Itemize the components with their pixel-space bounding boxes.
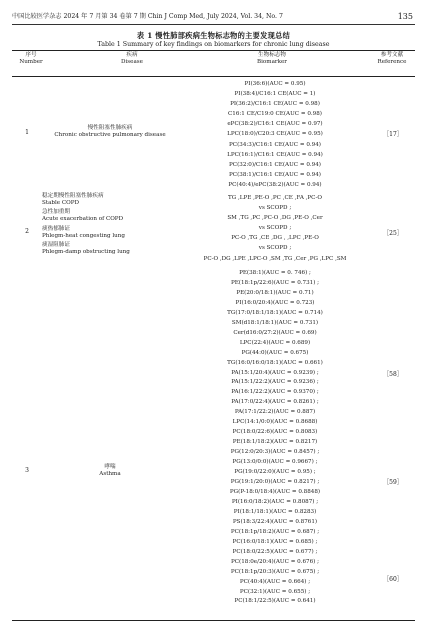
row-1-disease-en: Chronic obstructive pulmonary disease bbox=[54, 131, 166, 138]
journal-citation: 中国比较医学杂志 2024 年 7 月第 34 卷第 7 期 Chin J Comp Med, July 2024, Vol. 34, No. 7 bbox=[12, 13, 283, 20]
table-title-english: Table 1 Summary of key findings on biomarkers for chronic lung disease bbox=[97, 41, 330, 48]
table-bottom-rule bbox=[12, 620, 415, 621]
biomarker-line: PG(19:1/20:0)(AUC = 0.8217) ; bbox=[230, 479, 320, 486]
biomarker-line: PI(36:2)/C16:1 CE(AUC = 0.98) bbox=[230, 101, 320, 108]
biomarker-line: PI(36:6)(AUC = 0.95) bbox=[244, 81, 306, 87]
table-top-rule bbox=[12, 50, 415, 51]
biomarker-line: PC(18:0e/20:4)(AUC = 0.676) ; bbox=[230, 558, 320, 565]
biomarker-line: PC(38:1)/C16:1 CE(AUC = 0.94) bbox=[229, 171, 321, 178]
biomarker-line: PA(17:0/22:4)(AUC = 0.8261) ; bbox=[231, 399, 319, 406]
col-number-en: Number bbox=[19, 59, 43, 66]
col-header-disease bbox=[82, 52, 182, 66]
biomarker-line: PI(16:0/20:4)(AUC = 0.723) bbox=[235, 299, 315, 306]
biomarker-line: vs SCOPD ; bbox=[258, 225, 292, 232]
disease-en: Phlegm-heat congesting lung bbox=[42, 232, 125, 239]
biomarker-line: ePC(38:2)/C16:1 CE(AUC = 0.97) bbox=[227, 121, 323, 128]
disease-cn: 痰热郁肺证 bbox=[42, 225, 70, 232]
row-1-reference: ［17］ bbox=[383, 131, 403, 138]
disease-cn: 痰湿阻肺证 bbox=[42, 242, 70, 249]
row-3-disease bbox=[50, 464, 170, 477]
biomarker-line: TG ,LPE ,PE-O ,PC ,CE ,FA ,PC-O bbox=[228, 195, 322, 201]
biomarker-line: vs SCOPD ; bbox=[258, 205, 292, 212]
row-2-diseases bbox=[42, 193, 152, 259]
disease-en: Acute exacerbation of COPD bbox=[42, 216, 124, 223]
biomarker-line: PC(40:4)/ePC(38:2)(AUC = 0.94) bbox=[228, 181, 322, 188]
table-header bbox=[12, 52, 415, 76]
biomarker-line: PC(34:3)/C16:1 CE(AUC = 0.94) bbox=[229, 141, 321, 148]
col-biomarker-en: Biomarker bbox=[257, 59, 287, 66]
table-title-chinese: 表 1 慢性肺部疾病生物标志物的主要发现总结 bbox=[136, 31, 291, 40]
disease-cn: 急性加重期 bbox=[42, 209, 70, 216]
biomarker-line: PC(18:1p/18:2)(AUC = 0.687) ; bbox=[230, 528, 320, 535]
biomarker-line: PC(18:1/22:5)(AUC = 0.641) bbox=[234, 598, 316, 605]
biomarker-line: PC(32:0)/C16:1 CE(AUC = 0.94) bbox=[229, 161, 321, 168]
biomarker-line: PC(32:1)(AUC = 0.655) ; bbox=[239, 588, 311, 595]
col-header-reference bbox=[367, 52, 417, 66]
row-3-disease-en: Asthma bbox=[99, 470, 121, 477]
row-1-number: 1 bbox=[25, 129, 29, 136]
col-header-number bbox=[16, 52, 46, 66]
biomarker-line: PG(P-18:0/18:4)(AUC = 0.8848) bbox=[229, 488, 321, 495]
row-3-disease-cn: 哮喘 bbox=[104, 464, 116, 470]
biomarker-line: PE(20:0/18:1)(AUC = 0.71) bbox=[236, 289, 314, 296]
col-reference-en: Reference bbox=[377, 59, 407, 66]
row-3-reference-a: ［58］ bbox=[383, 371, 403, 378]
row-1-disease-cn: 慢性阻塞性肺疾病 bbox=[87, 125, 133, 131]
biomarker-line: LPC(14:1/0:0)(AUC = 0.8688) bbox=[232, 419, 318, 426]
row-1-disease bbox=[50, 125, 170, 138]
biomarker-line: LPC(18:0)/C20:3 CE(AUC = 0.95) bbox=[227, 131, 323, 138]
running-header bbox=[12, 10, 415, 25]
biomarker-line: PG(12:0/20:3)(AUC = 0.8457) ; bbox=[230, 449, 320, 456]
row-2-biomarkers bbox=[170, 193, 380, 264]
biomarker-line: PG(13:0/0:0)(AUC = 0.9667) ; bbox=[232, 459, 318, 466]
row-3-reference-c: ［60］ bbox=[383, 576, 403, 583]
row-2-number: 2 bbox=[25, 228, 29, 235]
biomarker-line: SM ,TG ,PC ,PC-O ,DG ,PE-O ,Cer bbox=[227, 215, 323, 222]
biomarker-line: PI(16:0/18:2)(AUC = 0.8087) ; bbox=[231, 498, 319, 505]
biomarker-line: PC(18:1p/20:3)(AUC = 0.675) ; bbox=[230, 568, 320, 575]
biomarker-line: C16:1 CE/C19:0 CE(AUC = 0.98) bbox=[228, 111, 322, 118]
biomarker-line: TG(17:0/18:1/18:1)(AUC = 0.714) bbox=[227, 309, 323, 316]
biomarker-line: PE(18:1p/22:6)(AUC = 0.731) ; bbox=[230, 279, 320, 286]
disease-cn: 稳定期慢性阻塞性肺疾病 bbox=[42, 193, 104, 199]
biomarker-line: PE(38:1)(AUC = 0. 746) ; bbox=[239, 270, 311, 276]
biomarker-line: PA(16:1/22:2)(AUC = 0.9370) ; bbox=[231, 389, 319, 396]
row-3-reference-b: ［59］ bbox=[383, 479, 403, 486]
biomarker-line: PC(16:0/18:1)(AUC = 0.685) ; bbox=[232, 538, 318, 545]
biomarker-line: SM(d18:1/18:1)(AUC = 0.731) bbox=[231, 319, 319, 326]
row-2-reference: ［25］ bbox=[383, 230, 403, 237]
biomarker-line: PE(18:1/18:2)(AUC = 0.8217) bbox=[232, 439, 318, 446]
page-number: 135 bbox=[397, 12, 413, 21]
biomarker-line: PI(38:4)/C16:1 CE(AUC = 1) bbox=[234, 91, 316, 98]
disease-en: Phlegm-damp obstructing lung bbox=[42, 248, 130, 255]
col-biomarker-cn: 生物标志物 bbox=[258, 52, 286, 58]
biomarker-line: PG(44:0)(AUC = 0.675) bbox=[241, 349, 309, 356]
col-reference-cn: 参考文献 bbox=[380, 52, 404, 58]
row-3-number: 3 bbox=[25, 467, 29, 474]
col-disease-cn: 疾病 bbox=[126, 52, 138, 58]
biomarker-line: PA(15:1/20:4)(AUC = 0.9239) ; bbox=[231, 369, 319, 376]
biomarker-line: PC(40:4)(AUC = 0.664) ; bbox=[239, 578, 311, 585]
biomarker-line: LPC(16:1)/C16:1 CE(AUC = 0.94) bbox=[227, 151, 323, 158]
biomarker-line: TG(16:0/16:0/18:1)(AUC = 0.661) bbox=[227, 359, 323, 366]
disease-en: Stable COPD bbox=[42, 199, 79, 206]
biomarker-line: vs SCOPD ; bbox=[258, 245, 292, 252]
col-disease-en: Disease bbox=[121, 59, 143, 66]
biomarker-line: PI(18:1/18:1)(AUC = 0.8283) bbox=[233, 508, 317, 515]
biomarker-line: PC(18:0/22:5)(AUC = 0.677) ; bbox=[232, 548, 318, 555]
biomarker-line: PG(19:0/22:0)(AUC = 0.95) ; bbox=[234, 469, 316, 476]
disease-entry bbox=[42, 209, 152, 222]
biomarker-line: Cer(d16:0/27:2)(AUC = 0.69) bbox=[233, 329, 317, 336]
table-header-rule bbox=[12, 76, 415, 77]
biomarker-line: PS(18:3/22:4)(AUC = 0.8761) bbox=[232, 518, 318, 525]
row-3-biomarkers bbox=[170, 269, 380, 607]
biomarker-line: PA(17:1/22:2)(AUC = 0.887) bbox=[234, 409, 316, 416]
biomarker-line: PC-O ,TG ,CE ,DG , ,LPC ,PE-O bbox=[231, 235, 319, 242]
biomarker-line: PC(18:0/22:6)(AUC = 0.8083) bbox=[232, 429, 318, 436]
biomarker-line: PC-O ,DG ,LPE ,LPC-O ,SM ,TG ,Cer ,PG ,LPC ,SM bbox=[203, 255, 347, 262]
disease-entry bbox=[42, 226, 152, 239]
col-number-cn: 序号 bbox=[25, 52, 37, 58]
biomarker-line: PA(15:1/22:2)(AUC = 0.9236) ; bbox=[231, 379, 319, 386]
biomarker-line: LPC(22:4)(AUC = 0.689) bbox=[239, 339, 311, 346]
col-header-biomarker bbox=[182, 52, 362, 66]
disease-entry bbox=[42, 193, 152, 206]
row-1-biomarkers bbox=[170, 79, 380, 190]
disease-entry bbox=[42, 242, 152, 255]
